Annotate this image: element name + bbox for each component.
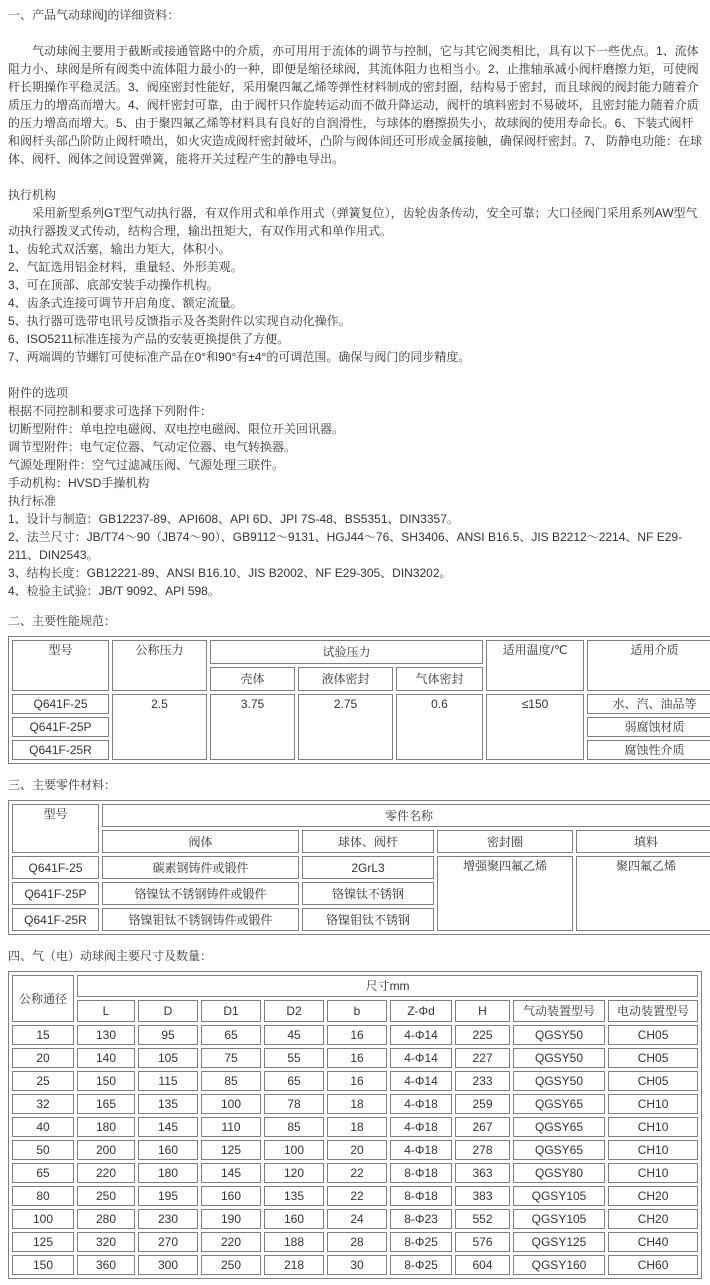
D1-cell: 125 — [201, 1140, 261, 1160]
actuator-item: 1、齿轮式双活塞，输出力矩大，体积小。 — [8, 242, 231, 256]
L-cell: 220 — [77, 1163, 135, 1183]
nominal-diameter-cell: 150 — [12, 1255, 74, 1275]
electric-device-model-cell: CH10 — [608, 1163, 698, 1183]
D2-cell: 85 — [264, 1117, 324, 1137]
model-cell: Q641F-25P — [12, 882, 99, 905]
nominal-diameter-cell: 40 — [12, 1117, 74, 1137]
D-cell: 105 — [138, 1048, 198, 1068]
H-cell: 233 — [455, 1071, 510, 1091]
electric-device-model-cell: CH10 — [608, 1117, 698, 1137]
H-cell: 225 — [455, 1025, 510, 1045]
table-row — [12, 1048, 698, 1068]
model-cell: Q641F-25 — [12, 856, 99, 879]
temperature-cell: ≤150 — [486, 694, 584, 760]
table-row — [12, 1117, 698, 1137]
bolt-holes-cell: 4-Φ14 — [390, 1048, 452, 1068]
D1-cell: 65 — [201, 1025, 261, 1045]
pneumatic-device-model-cell: QGSY160 — [513, 1255, 605, 1275]
b-cell: 18 — [327, 1117, 387, 1137]
col-header-seal-ring: 密封圈 — [437, 830, 573, 853]
D-cell: 270 — [138, 1232, 198, 1252]
electric-device-model-cell: CH20 — [608, 1186, 698, 1206]
H-cell: 278 — [455, 1140, 510, 1160]
D-cell: 145 — [138, 1117, 198, 1137]
D2-cell: 100 — [264, 1140, 324, 1160]
media-cell: 水、汽、油品等 — [587, 694, 710, 714]
spacer — [8, 366, 702, 384]
L-cell: 360 — [77, 1255, 135, 1275]
L-cell: 250 — [77, 1186, 135, 1206]
table-row — [12, 1025, 698, 1045]
actuator-item: 5、执行器可选带电讯号反馈指示及各类附件以实现自动化操作。 — [8, 314, 351, 328]
model-cell: Q641F-25P — [12, 717, 109, 737]
H-cell: 259 — [455, 1094, 510, 1114]
H-cell: 604 — [455, 1255, 510, 1275]
D2-cell: 55 — [264, 1048, 324, 1068]
col-header-gas-seal: 气体密封 — [396, 667, 483, 691]
b-cell: 30 — [327, 1255, 387, 1275]
col-header-D: D — [138, 1000, 198, 1022]
col-header-model: 型号 — [12, 640, 109, 691]
D-cell: 180 — [138, 1163, 198, 1183]
col-header-electric-device-model: 电动装置型号 — [608, 1000, 698, 1022]
electric-device-model-cell: CH40 — [608, 1232, 698, 1252]
model-cell: Q641F-25R — [12, 908, 99, 931]
col-header-ball-stem: 球体、阀杆 — [302, 830, 434, 853]
D2-cell: 135 — [264, 1186, 324, 1206]
D1-cell: 160 — [201, 1186, 261, 1206]
H-cell: 576 — [455, 1232, 510, 1252]
standards-item: 1、设计与制造：GB12237-89、API608、API 6D、JPI 7S-48、BS5351、DIN3357。 — [8, 512, 459, 526]
intro-paragraph: 气动球阀主要用于截断或接通管路中的介质，亦可用用于流体的调节与控制，它与其它阀类相比，具有以下一些优点。1、流体阻力小、球阀是所有阀类中流体阻力最小的一种，即便是缩径球阀，其流体阻力也相当小。2、止推轴承减小阀杆磨擦力矩，可使阀杆长期操作平稳灵活。3、阀座密封性能好，采用聚四氟乙烯等弹性材料制成的密封圈，结构易于密封，而且球阀的阀封能力随着介质压力的增高而增大。4、阀杆密封可靠，由于阀杆只作旋转运动而不做升降运动，阀杆的填料密封不易破坏，且密封能力随着介质的压力增高而增大。5、由于聚四氟乙烯等材料具有良好的自润滑性，与球体的磨擦损失小，故球阀的使用寿命长。6、下装式阀杆和阀杆头部凸阶防止阀杆喷出，如火灾造成阀杆密封破坏，凸阶与阀体间还可形成金属接触，确保阀杆密封。7、 防静电功能：在球体、阀杆、阀体之间设置弹簧，能将开关过程产生的静电导出。 — [8, 44, 703, 166]
nominal-diameter-cell: 15 — [12, 1025, 74, 1045]
nominal-diameter-cell: 50 — [12, 1140, 74, 1160]
pneumatic-device-model-cell: QGSY80 — [513, 1163, 605, 1183]
nominal-diameter-cell: 80 — [12, 1186, 74, 1206]
col-header-L: L — [77, 1000, 135, 1022]
section4-title: 四、气（电）动球阀主要尺寸及数量： — [8, 949, 213, 963]
col-header-D2: D2 — [264, 1000, 324, 1022]
pressure-cell: 2.5 — [112, 694, 207, 760]
nominal-diameter-cell: 125 — [12, 1232, 74, 1252]
D2-cell: 120 — [264, 1163, 324, 1183]
nominal-diameter-cell: 100 — [12, 1209, 74, 1229]
materials-table — [8, 800, 710, 935]
actuator-item: 6、ISO5211标准连接为产品的安装更换提供了方便。 — [8, 332, 290, 346]
model-cell: Q641F-25 — [12, 694, 109, 714]
table-row — [12, 1140, 698, 1160]
pneumatic-device-model-cell: QGSY50 — [513, 1048, 605, 1068]
accessories-line: 切断型附件：单电控电磁阀、双电控电磁阀、限位开关回讯器。 — [8, 422, 345, 436]
performance-table — [8, 636, 710, 764]
D2-cell: 45 — [264, 1025, 324, 1045]
bolt-holes-cell: 8-Φ23 — [390, 1209, 452, 1229]
table-row — [12, 1209, 698, 1229]
D-cell: 135 — [138, 1094, 198, 1114]
model-cell: Q641F-25R — [12, 740, 109, 760]
col-header-pneumatic-device-model: 气动装置型号 — [513, 1000, 605, 1022]
electric-device-model-cell: CH05 — [608, 1048, 698, 1068]
D1-cell: 110 — [201, 1117, 261, 1137]
accessories-line: 气源处理附件：空气过滤减压阀、气源处理三联件。 — [8, 458, 285, 472]
standards-item: 2、法兰尺寸：JB/T74～90（JB74～90）、GB9112～9131、HGJ44～76、SH3406、ANSI B16.5、JIS B2212～2214、NF E29-211、DIN2543。 — [8, 530, 683, 562]
actuator-paragraph: 采用新型系列GT型气动执行器，有双作用式和单作用式（弹簧复位），齿轮齿条传动，安全可靠；大口径阀门采用系列AW型气动执行器拨叉式传动，结构合理，输出扭矩大，有双作用式和单作用式。 — [8, 206, 698, 238]
H-cell: 267 — [455, 1117, 510, 1137]
bolt-holes-cell: 4-Φ18 — [390, 1094, 452, 1114]
table-row — [12, 694, 710, 714]
b-cell: 20 — [327, 1140, 387, 1160]
D2-cell: 188 — [264, 1232, 324, 1252]
spacer — [8, 764, 702, 776]
D2-cell: 218 — [264, 1255, 324, 1275]
bolt-holes-cell: 4-Φ18 — [390, 1140, 452, 1160]
spacer — [8, 600, 702, 612]
col-header-liquid-seal: 液体密封 — [298, 667, 393, 691]
seal-material-cell: 增强聚四氟乙烯 — [437, 856, 573, 931]
b-cell: 22 — [327, 1163, 387, 1183]
D1-cell: 250 — [201, 1255, 261, 1275]
H-cell: 552 — [455, 1209, 510, 1229]
col-header-shell: 壳体 — [210, 667, 295, 691]
pneumatic-device-model-cell: QGSY50 — [513, 1071, 605, 1091]
L-cell: 130 — [77, 1025, 135, 1045]
dimensions-table — [8, 971, 702, 1279]
electric-device-model-cell: CH05 — [608, 1025, 698, 1045]
actuator-item: 2、气缸选用铝金材料，重量轻、外形美观。 — [8, 260, 243, 274]
col-header-size-mm: 尺寸mm — [77, 975, 698, 997]
ball-stem-material-cell: 铬镍钼钛不锈钢 — [302, 908, 434, 931]
col-header-parts-name: 零件名称 — [102, 804, 710, 827]
D2-cell: 160 — [264, 1209, 324, 1229]
nominal-diameter-cell: 32 — [12, 1094, 74, 1114]
actuator-item: 7、两端调的节螺钉可使标准产品在0°和90°有±4°的可调范围。确保与阀门的同步精度。 — [8, 350, 471, 364]
D1-cell: 220 — [201, 1232, 261, 1252]
media-cell: 腐蚀性介质 — [587, 740, 710, 760]
nominal-diameter-cell: 20 — [12, 1048, 74, 1068]
accessories-line: 根据不同控制和要求可选择下列附件： — [8, 404, 213, 418]
section2-title: 二、主要性能规范： — [8, 614, 117, 628]
col-header-model: 型号 — [12, 804, 99, 853]
bolt-holes-cell: 4-Φ14 — [390, 1071, 452, 1091]
L-cell: 150 — [77, 1071, 135, 1091]
b-cell: 22 — [327, 1186, 387, 1206]
shell-cell: 3.75 — [210, 694, 295, 760]
electric-device-model-cell: CH20 — [608, 1209, 698, 1229]
col-header-b: b — [327, 1000, 387, 1022]
bolt-holes-cell: 8-Φ18 — [390, 1186, 452, 1206]
pneumatic-device-model-cell: QGSY65 — [513, 1094, 605, 1114]
pneumatic-device-model-cell: QGSY105 — [513, 1209, 605, 1229]
D-cell: 195 — [138, 1186, 198, 1206]
pneumatic-device-model-cell: QGSY50 — [513, 1025, 605, 1045]
bolt-holes-cell: 8-Φ25 — [390, 1255, 452, 1275]
body-material-cell: 铬镍钛不锈钢铸件或锻件 — [102, 882, 299, 905]
D1-cell: 190 — [201, 1209, 261, 1229]
media-cell: 弱腐蚀材质 — [587, 717, 710, 737]
body-material-cell: 碳素钢铸件或锻件 — [102, 856, 299, 879]
H-cell: 383 — [455, 1186, 510, 1206]
pneumatic-device-model-cell: QGSY105 — [513, 1186, 605, 1206]
actuator-item: 4、齿条式连接可调节开启角度、额定流量。 — [8, 296, 243, 310]
D2-cell: 78 — [264, 1094, 324, 1114]
table-row — [12, 1071, 698, 1091]
spacer — [8, 168, 702, 186]
D-cell: 300 — [138, 1255, 198, 1275]
table-row — [12, 1094, 698, 1114]
accessories-line: 调节型附件：电气定位器、气动定位器、电气转换器。 — [8, 440, 297, 454]
pneumatic-device-model-cell: QGSY125 — [513, 1232, 605, 1252]
standards-heading: 执行标准 — [8, 494, 57, 508]
D2-cell: 65 — [264, 1071, 324, 1091]
col-header-packing: 填料 — [576, 830, 710, 853]
b-cell: 16 — [327, 1048, 387, 1068]
section3-title: 三、主要零件材料： — [8, 778, 117, 792]
L-cell: 140 — [77, 1048, 135, 1068]
table-row — [12, 1186, 698, 1206]
D1-cell: 145 — [201, 1163, 261, 1183]
D-cell: 230 — [138, 1209, 198, 1229]
ball-stem-material-cell: 2GrL3 — [302, 856, 434, 879]
D1-cell: 85 — [201, 1071, 261, 1091]
accessories-heading: 附件的选项 — [8, 386, 69, 400]
bolt-holes-cell: 4-Φ18 — [390, 1117, 452, 1137]
body-material-cell: 铬镍钼钛不锈钢铸件或锻件 — [102, 908, 299, 931]
electric-device-model-cell: CH10 — [608, 1140, 698, 1160]
col-header-nominal-diameter: 公称通径 — [12, 975, 74, 1022]
H-cell: 363 — [455, 1163, 510, 1183]
D-cell: 95 — [138, 1025, 198, 1045]
D1-cell: 75 — [201, 1048, 261, 1068]
table-row — [12, 1255, 698, 1275]
actuator-item: 3、可在顶部、底部安装手动操作机构。 — [8, 278, 219, 292]
L-cell: 280 — [77, 1209, 135, 1229]
actuator-heading: 执行机构 — [8, 188, 57, 202]
col-header-test-pressure: 试验压力 — [210, 640, 483, 664]
L-cell: 320 — [77, 1232, 135, 1252]
col-header-D1: D1 — [201, 1000, 261, 1022]
L-cell: 165 — [77, 1094, 135, 1114]
table-row — [12, 1163, 698, 1183]
b-cell: 28 — [327, 1232, 387, 1252]
L-cell: 180 — [77, 1117, 135, 1137]
L-cell: 200 — [77, 1140, 135, 1160]
D-cell: 115 — [138, 1071, 198, 1091]
col-header-H: H — [455, 1000, 510, 1022]
col-header-valve-body: 阀体 — [102, 830, 299, 853]
liquid-seal-cell: 2.75 — [298, 694, 393, 760]
ball-stem-material-cell: 铬镍钛不锈钢 — [302, 882, 434, 905]
pneumatic-device-model-cell: QGSY65 — [513, 1140, 605, 1160]
bolt-holes-cell: 4-Φ14 — [390, 1025, 452, 1045]
table-row — [12, 856, 710, 879]
electric-device-model-cell: CH10 — [608, 1094, 698, 1114]
gas-seal-cell: 0.6 — [396, 694, 483, 760]
section1-title: 一、产品气动球阀]的详细资料： — [8, 8, 180, 22]
D1-cell: 100 — [201, 1094, 261, 1114]
packing-material-cell: 聚四氟乙烯 — [576, 856, 710, 931]
H-cell: 227 — [455, 1048, 510, 1068]
manual-mechanism-line: 手动机构：HVSD手操机构 — [8, 476, 150, 490]
b-cell: 24 — [327, 1209, 387, 1229]
bolt-holes-cell: 8-Φ25 — [390, 1232, 452, 1252]
nominal-diameter-cell: 65 — [12, 1163, 74, 1183]
b-cell: 16 — [327, 1071, 387, 1091]
nominal-diameter-cell: 25 — [12, 1071, 74, 1091]
standards-item: 4、检验主试验：JB/T 9092、API 598。 — [8, 584, 220, 598]
electric-device-model-cell: CH05 — [608, 1071, 698, 1091]
electric-device-model-cell: CH60 — [608, 1255, 698, 1275]
b-cell: 18 — [327, 1094, 387, 1114]
standards-item: 3、结构长度：GB12221-89、ANSI B16.10、JIS B2002、NF E29-305、DIN3202。 — [8, 566, 452, 580]
D-cell: 160 — [138, 1140, 198, 1160]
col-header-temperature: 适用温度/℃ — [486, 640, 584, 691]
col-header-pressure: 公称压力 — [112, 640, 207, 691]
col-header-media: 适用介质 — [587, 640, 710, 691]
pneumatic-device-model-cell: QGSY65 — [513, 1117, 605, 1137]
col-header-bolt-holes: Z-Φd — [390, 1000, 452, 1022]
spacer — [8, 935, 702, 947]
spacer — [8, 24, 702, 42]
table-row — [12, 1232, 698, 1252]
bolt-holes-cell: 8-Φ18 — [390, 1163, 452, 1183]
b-cell: 16 — [327, 1025, 387, 1045]
